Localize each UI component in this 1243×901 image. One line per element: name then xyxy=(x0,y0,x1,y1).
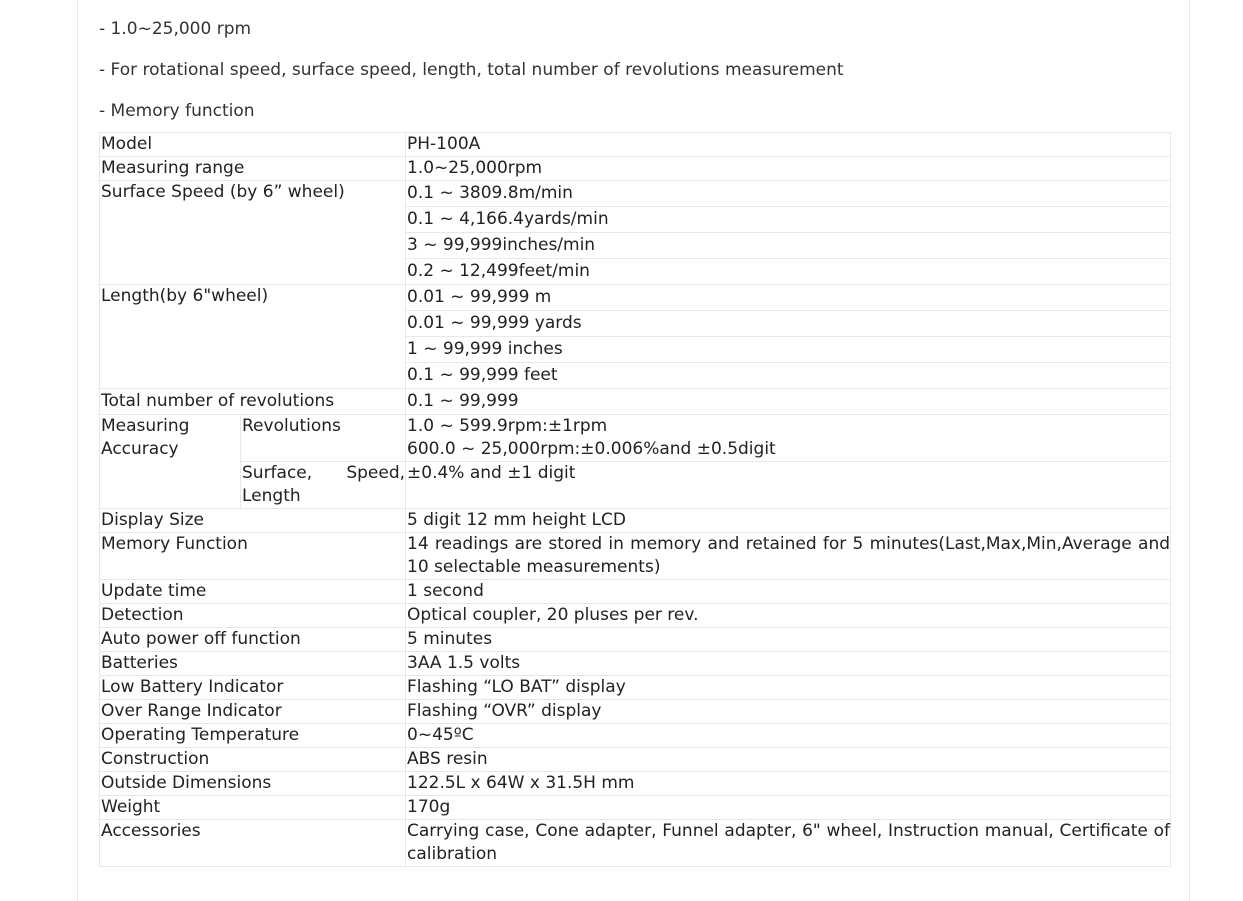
spec-value: 1 ~ 99,999 inches xyxy=(406,337,1171,363)
spec-value: 122.5L x 64W x 31.5H mm xyxy=(406,772,1171,796)
spec-label: Batteries xyxy=(100,652,406,676)
spec-label: Measuring range xyxy=(100,157,406,181)
table-row xyxy=(100,604,1171,628)
spec-value: ABS resin xyxy=(406,748,1171,772)
spec-value: Flashing “OVR” display xyxy=(406,700,1171,724)
spec-sublabel-word: Length xyxy=(242,486,301,506)
table-row xyxy=(100,748,1171,772)
spec-label: Update time xyxy=(100,580,406,604)
spec-sublabel-word: Speed, xyxy=(346,463,406,483)
table-row xyxy=(100,285,1171,311)
spec-sublabel-word: Surface, xyxy=(242,463,313,483)
spec-value: 0.01 ~ 99,999 yards xyxy=(406,311,1171,337)
spec-value-line: 1.0 ~ 599.9rpm:±1rpm xyxy=(407,416,608,436)
spec-value xyxy=(406,415,1171,462)
spec-value: 0.01 ~ 99,999 m xyxy=(406,285,1171,311)
table-row xyxy=(100,820,1171,867)
table-row xyxy=(100,580,1171,604)
spec-label: Accessories xyxy=(100,820,406,867)
spec-table xyxy=(99,132,1171,867)
spec-value: 0~45ºC xyxy=(406,724,1171,748)
table-row xyxy=(100,509,1171,533)
table-row xyxy=(100,772,1171,796)
table-row xyxy=(100,133,1171,157)
feature-item: - Memory function xyxy=(99,101,255,121)
table-row xyxy=(100,415,1171,462)
feature-item: - 1.0~25,000 rpm xyxy=(99,19,252,39)
table-row xyxy=(100,181,1171,207)
spec-value: 0.1 ~ 99,999 feet xyxy=(406,363,1171,389)
spec-label: Measuring Accuracy xyxy=(100,415,241,509)
spec-label: Construction xyxy=(100,748,406,772)
table-row xyxy=(100,700,1171,724)
spec-label: Length(by 6"wheel) xyxy=(100,285,406,389)
table-row xyxy=(100,676,1171,700)
spec-label: Outside Dimensions xyxy=(100,772,406,796)
spec-value: 3AA 1.5 volts xyxy=(406,652,1171,676)
spec-value: 0.1 ~ 4,166.4yards/min xyxy=(406,207,1171,233)
spec-value: 170g xyxy=(406,796,1171,820)
spec-value: 5 minutes xyxy=(406,628,1171,652)
table-row xyxy=(100,796,1171,820)
spec-value: Optical coupler, 20 pluses per rev. xyxy=(406,604,1171,628)
table-row xyxy=(100,628,1171,652)
table-row xyxy=(100,462,1171,509)
spec-value: 14 readings are stored in memory and retained for 5 minutes(Last,Max,Min,Average and 10 selectable measurements) xyxy=(406,533,1171,580)
spec-label: Weight xyxy=(100,796,406,820)
spec-label: Total number of revolutions xyxy=(100,389,406,415)
spec-label: Over Range Indicator xyxy=(100,700,406,724)
feature-item: - For rotational speed, surface speed, length, total number of revolutions measurement xyxy=(99,60,844,80)
spec-value: 0.2 ~ 12,499feet/min xyxy=(406,259,1171,285)
table-row xyxy=(100,157,1171,181)
spec-label: Auto power off function xyxy=(100,628,406,652)
spec-value: PH-100A xyxy=(406,133,1171,157)
spec-value: Carrying case, Cone adapter, Funnel adapter, 6" wheel, Instruction manual, Certificate of calibration xyxy=(406,820,1171,867)
spec-value: ±0.4% and ±1 digit xyxy=(406,462,1171,509)
spec-value: 1.0~25,000rpm xyxy=(406,157,1171,181)
spec-sublabel: Revolutions xyxy=(241,415,406,462)
spec-value: Flashing “LO BAT” display xyxy=(406,676,1171,700)
spec-label: Model xyxy=(100,133,406,157)
spec-label: Surface Speed (by 6” wheel) xyxy=(100,181,406,285)
table-row xyxy=(100,389,1171,415)
spec-sublabel-line xyxy=(242,462,405,485)
spec-label: Operating Temperature xyxy=(100,724,406,748)
spec-label: Display Size xyxy=(100,509,406,533)
spec-label: Memory Function xyxy=(100,533,406,580)
table-row xyxy=(100,724,1171,748)
feature-list xyxy=(99,17,844,140)
spec-label: Detection xyxy=(100,604,406,628)
spec-value: 1 second xyxy=(406,580,1171,604)
table-row xyxy=(100,652,1171,676)
spec-value: 0.1 ~ 3809.8m/min xyxy=(406,181,1171,207)
spec-value: 3 ~ 99,999inches/min xyxy=(406,233,1171,259)
spec-value: 0.1 ~ 99,999 xyxy=(406,389,1171,415)
table-row xyxy=(100,533,1171,580)
spec-value-line: 600.0 ~ 25,000rpm:±0.006%and ±0.5digit xyxy=(407,439,776,459)
spec-label: Low Battery Indicator xyxy=(100,676,406,700)
spec-sublabel xyxy=(241,462,406,509)
spec-value: 5 digit 12 mm height LCD xyxy=(406,509,1171,533)
